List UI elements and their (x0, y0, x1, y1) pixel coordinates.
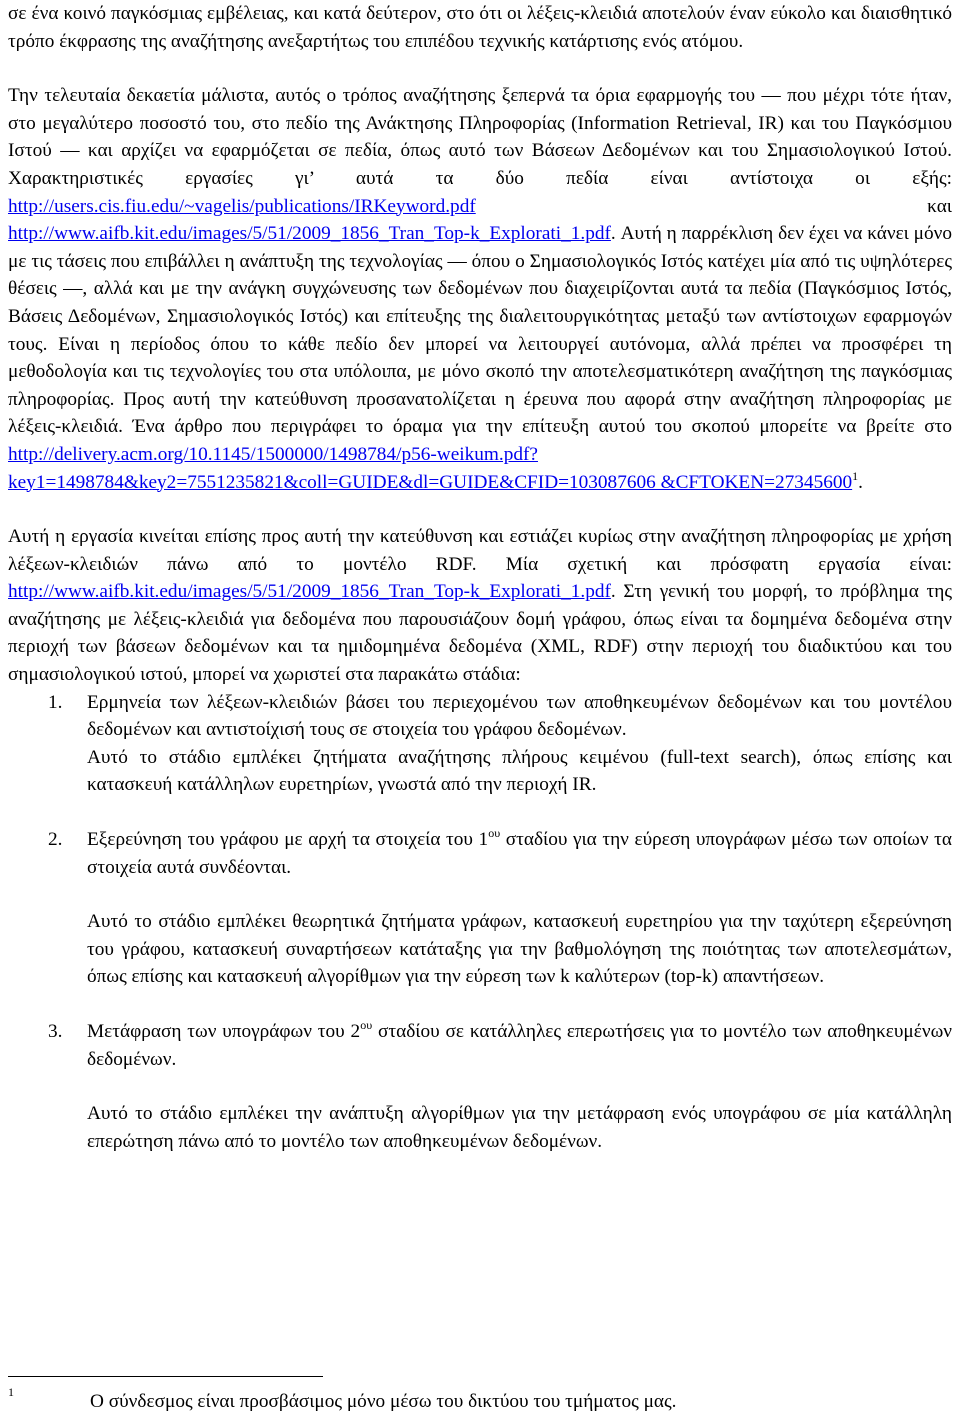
link-irkeyword-pdf[interactable]: http://users.cis.fiu.edu/~vagelis/publications/IRKeyword.pdf (8, 195, 476, 217)
list-item-text: Μετάφραση των υπογράφων του 2 (87, 1021, 361, 1042)
footnote-reference[interactable]: 1 (852, 468, 859, 483)
paragraph-text: Αυτή η εργασία κινείται επίσης προς αυτή την κατεύθυνση και εστιάζει κυρίως στην αναζήτηση πληροφορίας με χρήση λέξεων-κλειδιών πάνω από το μοντέλο RDF. Μία σχετική και πρόσφατη εργασία είναι: (8, 526, 952, 575)
paragraph-gap (8, 1073, 952, 1100)
list-item-2 (8, 826, 952, 881)
footnote-text: Ο σύνδεσμος είναι προσβάσιμος μόνο μέσω του δικτύου του τμήματος μας. (90, 1391, 677, 1412)
paragraph-text: . Αυτή η παρρέκλιση δεν έχει να κάνει μόνο με τις τάσεις που επιβάλλει η ανάπτυξη της τεχνολογίας — όπου ο Σημασιολογικός Ιστός κατέχει μία από τις υψηλότερες θέσεις —, αλλά και με την ανάγκη συγχώνευσης των δεδομένων που διαχειρίζονται αυτά τα πεδία (Παγκόσμιος Ιστός, Βάσεις Δεδομένων, Σημασιολογικός Ιστός) και επίτευξης της διαλειτουργικότητας μεταξύ των αντίστοιχων εφαρμογών τους. Είναι η περίοδος όπου το κάθε πεδίο δεν μπορεί να λειτουργεί αυτόνομα, αλλά πρέπει να προσφέρει τη μεθοδολογία και τις τεχνολογίες του στα υπόλοιπα, με μόνο σκοπό την αποτελεσματικότερη αναζήτηση της παγκόσμιας πληροφορίας. Προς αυτή την κατεύθυνση προσανατολίζεται η έρευνα που αφορά στην αναζήτηση πληροφορίας με λέξεις-κλειδιά. Ένα άρθρο που περιγράφει το όραμα για την επίτευξη αυτού του σκοπού μπορείτε να βρείτε στο (8, 223, 953, 438)
list-item-1-detail: Αυτό το στάδιο εμπλέκει ζητήματα αναζήτησης πλήρους κειμένου (full-text search), όπως επίσης και κατασκευή κατάλληλων ευρετηρίων, γνωστά από την περιοχή IR. (87, 746, 952, 796)
stages-list (8, 689, 952, 1156)
list-item-2-detail: Αυτό το στάδιο εμπλέκει θεωρητικά ζητήματα γράφων, κατασκευή ευρετηρίου για την ταχύτερη εξερεύνηση του γράφου, κατασκευή συναρτήσεων κατάταξης για την βαθμολόγηση της ποιότητας των αποτελεσμάτων, όπως επίσης και κατασκευή αλγορίθμων για την εύρεση των k καλύτερων (top-k) απαντήσεων. (87, 911, 952, 988)
list-item-text: σταδίου σε κατάλληλες επερωτήσεις για το μοντέλο των αποθηκευμένων δεδομένων. (87, 1021, 952, 1070)
paragraph-gap (8, 55, 952, 82)
list-item-text: Ερμηνεία των λέξεων-κλειδιών βάσει του περιεχομένου των αποθηκευμένων δεδομένων και του μοντέλου δεδομένων και αντιστοίχισή τους σε στοιχεία του γράφου δεδομένων. (87, 691, 952, 741)
link-tran-topk-pdf-2[interactable]: http://www.aifb.kit.edu/images/5/51/2009_1856_Tran_Top-k_Explorati_1.pdf (8, 581, 611, 603)
link-weikum-acm[interactable]: http://delivery.acm.org/10.1145/1500000/1498784/p56-weikum.pdf?key1=1498784&key2=7551235821&coll=GUIDE&dl=GUIDE&CFID=103087606 &CFTOKEN=27345600 (8, 443, 853, 493)
paragraph-this-work (8, 523, 952, 689)
list-item-text: Εξερεύνηση του γράφου με αρχή τα στοιχεία του 1 (87, 829, 489, 851)
list-number: 1. (48, 691, 63, 713)
list-item-text: σταδίου για την εύρεση υπογράφων μέσω των οποίων τα στοιχεία αυτά συνδέονται. (87, 829, 952, 878)
list-number: 2. (48, 829, 63, 851)
list-item-3-detail: Αυτό το στάδιο εμπλέκει την ανάπτυξη αλγορίθμων για την μετάφραση ενός υπογράφου σε μία κατάλληλη επερώτηση πάνω από το μοντέλο των αποθηκευμένων δεδομένων. (87, 1103, 952, 1152)
paragraph-gap (8, 799, 952, 826)
footnote-mark: 1 (8, 1385, 14, 1399)
paragraph-text: Την τελευταία δεκαετία μάλιστα, αυτός ο τρόπος αναζήτησης ξεπερνά τα όρια εφαρμογής του — που μέχρι τότε ήταν, στο μεγαλύτερο ποσοστό του, στο πεδίο της Ανάκτησης Πληροφορίας (Information Retrieval, IR) και του Παγκόσμιου Ιστού — και αρχίζει να εφαρμόζεται σε πεδία, όπως αυτό των Βάσεων Δεδομένων και του Σημασιολογικού Ιστού. Χαρακτηριστικές εργασίες γι’ αυτά τα δύο πεδία είναι αντίστοιχα οι εξής: (8, 85, 952, 189)
ordinal-suffix: ου (488, 826, 501, 841)
paragraph-text: . (858, 471, 863, 493)
paragraph-gap (8, 991, 952, 1018)
link-tran-topk-pdf[interactable]: http://www.aifb.kit.edu/images/5/51/2009_1856_Tran_Top-k_Explorati_1.pdf (8, 223, 611, 245)
list-number: 3. (48, 1021, 63, 1042)
paragraph-gap (8, 881, 952, 908)
document-page (8, 0, 952, 1155)
paragraph-gap (8, 496, 952, 523)
paragraph-text: . Στη γενική του μορφή, το πρόβλημα της αναζήτησης με λέξεις-κλειδιά για δεδομένα που παρουσιάζουν δομή γράφου, όπως είναι τα δομημένα δεδομένα στην περιοχή των βάσεων δεδομένων και τα ημιδομημένα δεδομένα (XML, RDF) στην περιοχή του διαδικτύου και του σημασιολογικού ιστού, μπορεί να χωριστεί στα παρακάτω στάδια: (8, 581, 952, 686)
list-item-3 (8, 1018, 952, 1073)
ordinal-suffix: ου (360, 1018, 373, 1032)
paragraph-intro-continuation: σε ένα κοινό παγκόσμιας εμβέλειας, και κατά δεύτερον, στο ότι οι λέξεις-κλειδιά αποτελούν έναν εύκολο και διαισθητικό τρόπο έκφρασης της αναζήτησης ανεξαρτήτως του επιπέδου τεχνικής κατάρτισης ενός ατόμου. (8, 3, 952, 52)
paragraph-text: και (475, 195, 952, 217)
footnote-separator (8, 1376, 323, 1377)
paragraph-last-decade (8, 82, 952, 496)
list-item-1 (8, 689, 952, 744)
